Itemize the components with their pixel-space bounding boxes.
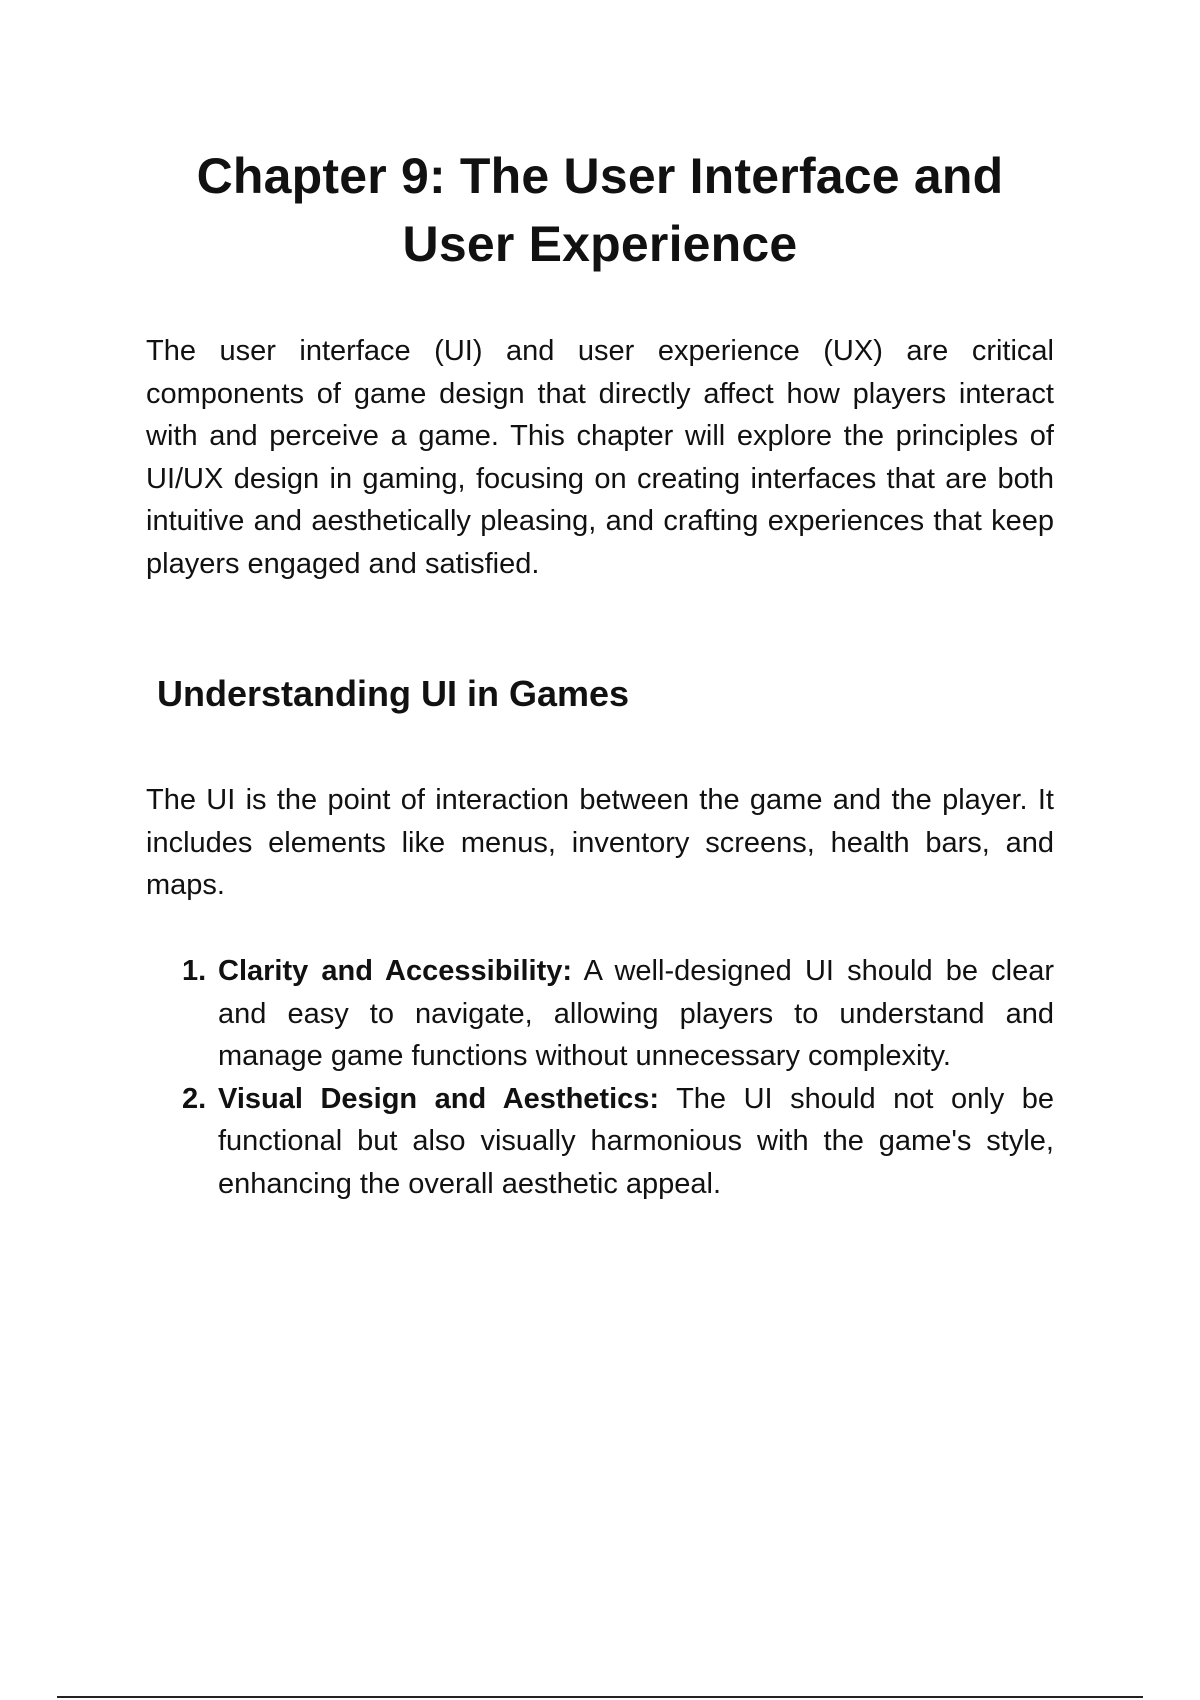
principles-list bbox=[146, 950, 1054, 1205]
list-item-text: The UI should not only be functional but also visually harmonious with the game's style, enhancing the overall aesthetic appeal. bbox=[218, 1082, 1054, 1200]
list-item bbox=[146, 950, 1054, 1078]
list-item-term: Clarity and Accessibility: bbox=[218, 955, 573, 987]
list-item-number: 1. bbox=[182, 955, 207, 987]
list-item-text: A well-designed UI should be clear and easy to navigate, allowing players to understand and manage game functions without unnecessary complexity. bbox=[218, 955, 1055, 1072]
footer-divider bbox=[57, 1696, 1143, 1698]
list-item bbox=[146, 1078, 1054, 1206]
list-item-number: 2. bbox=[182, 1082, 207, 1115]
intro-paragraph: The user interface (UI) and user experience (UX) are critical components of game design that directly affect how players interact with and perceive a game. This chapter will explore the principles of UI/UX design in gaming, focusing on creating interfaces that are both intuitive and aesthetically pleasing, and crafting experiences that keep players engaged and satisfied. bbox=[146, 335, 1054, 580]
chapter-title: Chapter 9: The User Interface and User Experience bbox=[196, 148, 1004, 272]
section-paragraph: The UI is the point of interaction between the game and the player. It includes elements like menus, inventory screens, health bars, and maps. bbox=[146, 784, 1054, 901]
section-heading: Understanding UI in Games bbox=[157, 673, 630, 714]
list-item-term: Visual Design and Aesthetics: bbox=[218, 1082, 660, 1115]
